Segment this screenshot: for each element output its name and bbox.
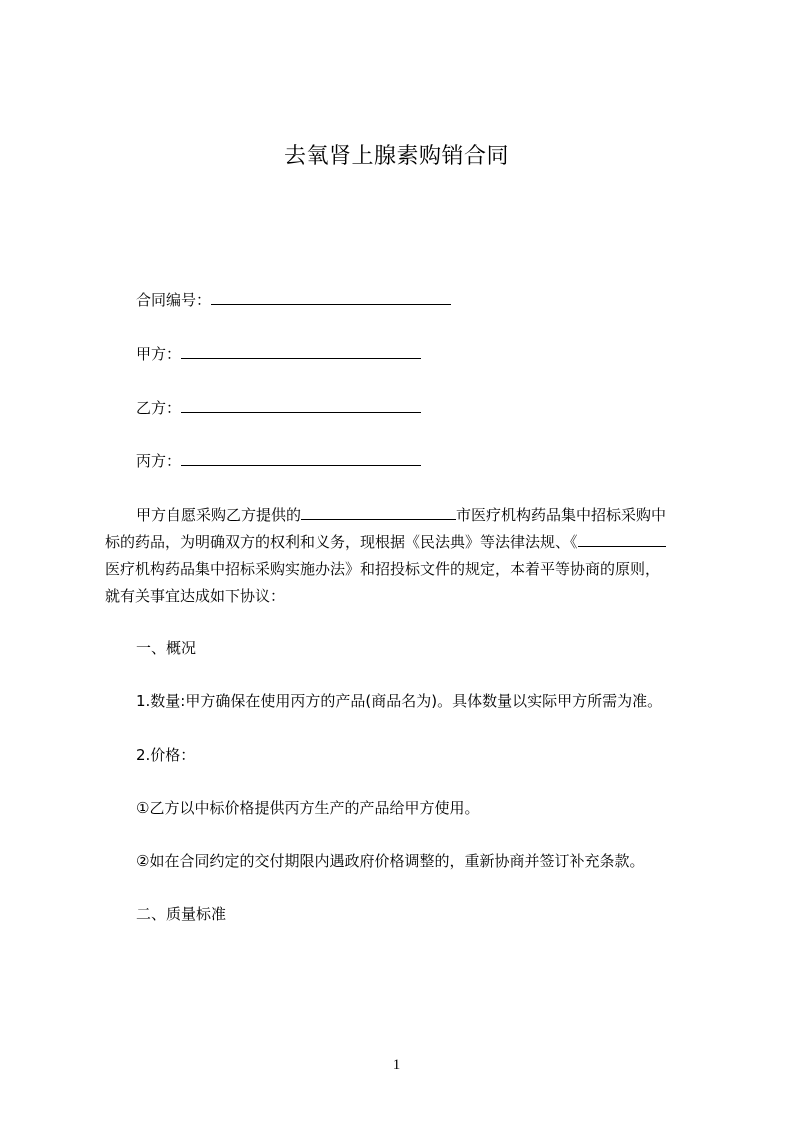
intro-line-1: [105, 502, 705, 529]
province-blank: [578, 532, 666, 547]
section-1-item-1: 1.数量:甲方确保在使用丙方的产品(商品名为)。具体数量以实际甲方所需为准。: [136, 692, 663, 710]
intro-line-2: [105, 529, 705, 556]
section-2-heading: 二、质量标准: [136, 905, 227, 923]
intro-line-1-end: 市医疗机构药品集中招标采购中: [456, 506, 667, 524]
document-title: 去氧肾上腺素购销合同: [283, 144, 509, 169]
party-a-label: 甲方：: [136, 345, 182, 363]
contract-number-field: [136, 289, 451, 311]
section-1-item-2-sub-1: ①乙方以中标价格提供丙方生产的产品给甲方使用。: [136, 799, 480, 817]
party-a-field: [136, 343, 421, 365]
section-1-item-2: 2.价格：: [136, 746, 196, 764]
intro-line-3: 医疗机构药品集中招标采购实施办法》和招投标文件的规定，本着平等协商的原则，: [105, 560, 661, 578]
party-b-label: 乙方：: [136, 399, 182, 417]
contract-number-blank: [211, 290, 451, 305]
contract-number-label: 合同编号：: [136, 291, 212, 309]
party-c-label: 丙方：: [136, 452, 182, 470]
party-c-field: [136, 450, 421, 472]
party-b-blank: [181, 398, 421, 413]
intro-line-4: 就有关事宜达成如下协议：: [105, 587, 286, 605]
product-region-blank: [301, 505, 456, 520]
section-1-item-2-sub-2: ②如在合同约定的交付期限内遇政府价格调整的，重新协商并签订补充条款。: [136, 852, 645, 870]
intro-line-2-text: 标的药品，为明确双方的权利和义务，现根据《民法典》等法律法规、《: [105, 533, 578, 551]
party-a-blank: [181, 344, 421, 359]
page-number: 1: [392, 1057, 401, 1073]
party-b-field: [136, 397, 421, 419]
intro-line-1-start: 甲方自愿采购乙方提供的: [136, 506, 302, 524]
intro-paragraph: [105, 502, 705, 610]
party-c-blank: [181, 451, 421, 466]
section-1-heading: 一、概况: [136, 639, 197, 657]
